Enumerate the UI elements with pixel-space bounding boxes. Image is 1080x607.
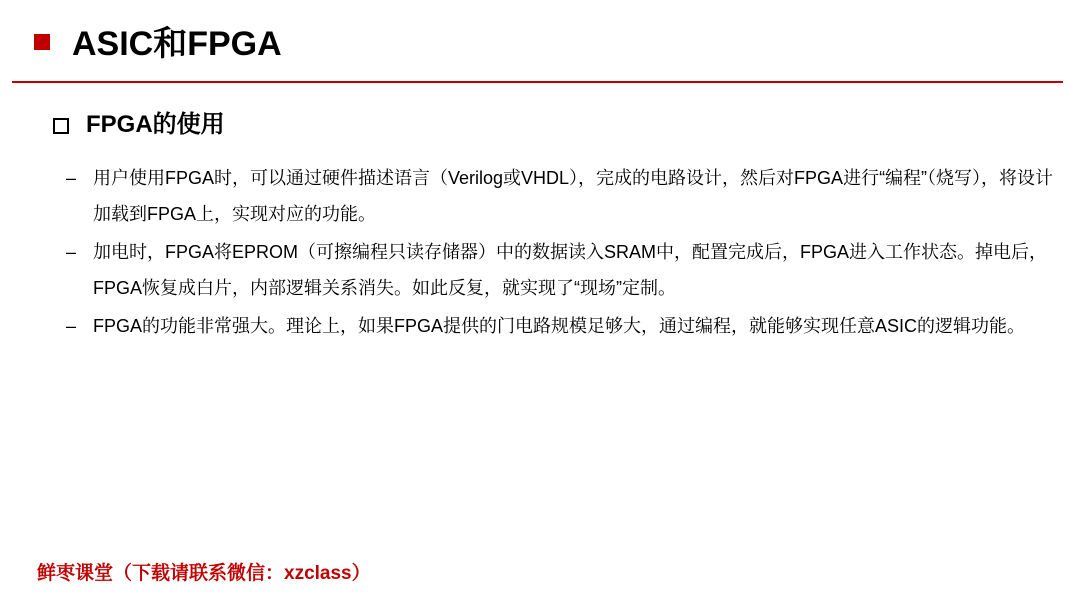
bullet-list bbox=[66, 160, 1056, 346]
bullet-text: FPGA的功能非常强大。理论上，如果FPGA提供的门电路规模足够大，通过编程，就能够实现任意ASIC的逻辑功能。 bbox=[93, 316, 1026, 336]
bullet-item bbox=[66, 160, 1056, 232]
hollow-square-bullet-icon bbox=[53, 118, 69, 134]
dash-bullet-icon: – bbox=[66, 168, 77, 188]
bullet-item bbox=[66, 234, 1056, 306]
dash-bullet-icon: – bbox=[66, 316, 77, 336]
bullet-item bbox=[66, 308, 1056, 344]
dash-bullet-icon: – bbox=[66, 242, 77, 262]
section-heading: FPGA的使用 bbox=[86, 111, 225, 138]
title-square-icon bbox=[34, 34, 50, 50]
slide-title: ASIC和FPGA bbox=[72, 25, 282, 63]
title-divider bbox=[12, 81, 1063, 83]
bullet-text: 用户使用FPGA时，可以通过硬件描述语言（Verilog或VHDL），完成的电路设计，然后对FPGA进行“编程”（烧写），将设计加载到FPGA上，实现对应的功能。 bbox=[93, 168, 1054, 224]
footer-watermark: 鲜枣课堂（下载请联系微信：xzclass） bbox=[37, 563, 371, 584]
bullet-text: 加电时，FPGA将EPROM（可擦编程只读存储器）中的数据读入SRAM中，配置完成后，FPGA进入工作状态。掉电后，FPGA恢复成白片，内部逻辑关系消失。如此反复，就实现了“现场”定制。 bbox=[93, 242, 1048, 298]
